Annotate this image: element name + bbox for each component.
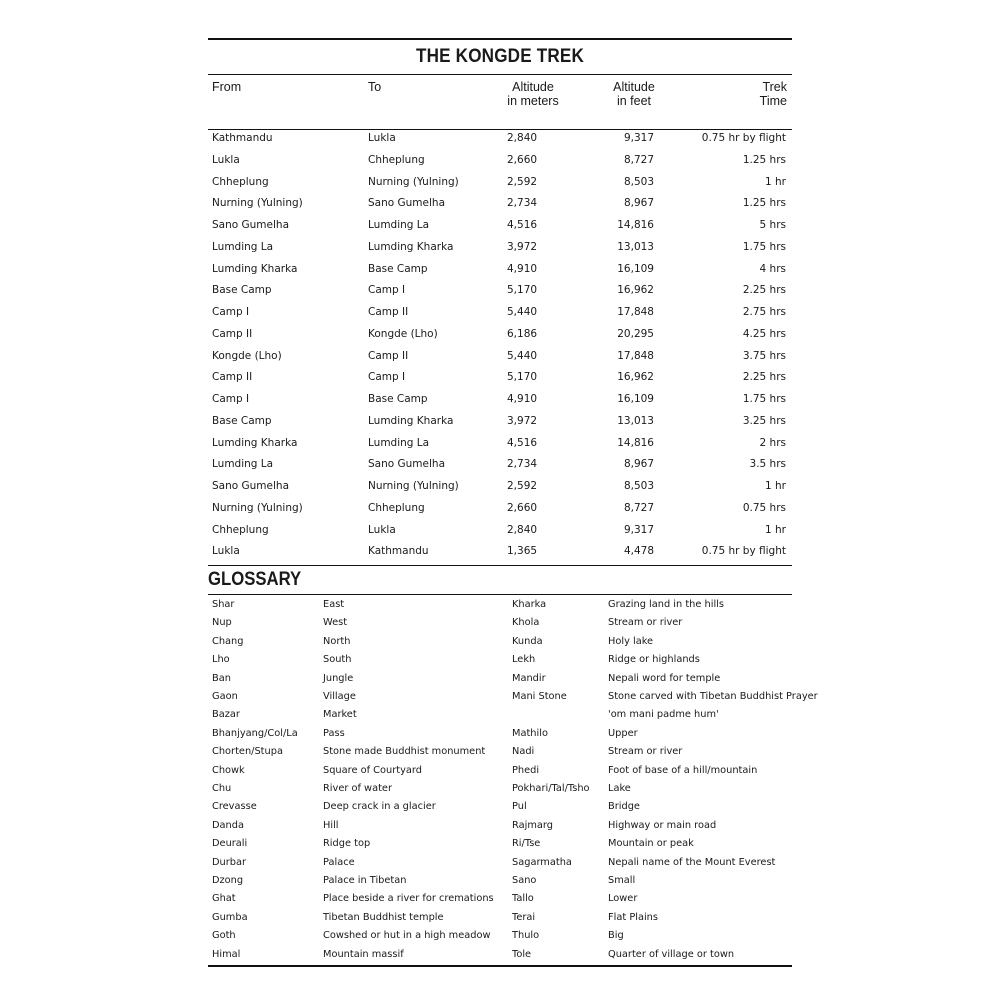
glossary-row [208,725,792,743]
glossary-definition: Ridge or highlands [608,654,700,666]
cell-altitude-feet: 16,962 [617,371,654,384]
cell-altitude-feet: 14,816 [617,219,654,231]
glossary-term: Nup [212,617,232,629]
glossary-definition: Mountain massif [323,948,404,960]
cell-altitude-meters: 2,734 [507,197,538,210]
glossary-definition: River of water [323,783,392,794]
header-trek-time [760,80,787,108]
cell-altitude-meters: 4,910 [507,262,538,275]
cell-to: Camp II [368,306,409,318]
glossary-term: Durbar [212,856,247,868]
glossary-row [208,633,792,651]
cell-from: Kongde (Lho) [212,349,282,362]
glossary-term: Dzong [212,875,244,886]
glossary-definition: Bridge [608,801,640,813]
cell-to: Kathmandu [368,545,429,558]
cell-from: Nurning (Yulning) [212,197,303,210]
glossary-term: Phedi [512,764,540,776]
cell-altitude-feet: 14,816 [617,436,654,449]
cell-trek-time: 0.75 hr by flight [701,545,786,558]
glossary-definition: Big [608,930,624,942]
glossary-definition: Quarter of village or town [608,948,735,960]
table-row [208,520,792,542]
cell-altitude-feet: 9,317 [623,132,654,144]
glossary-term: Kharka [512,599,547,610]
glossary-definition: Stream or river [608,746,683,758]
cell-trek-time: 2.75 hrs [742,306,786,318]
glossary-term: Bazar [212,709,240,721]
glossary-definition: Upper [608,727,638,739]
cell-from: Sano Gumelha [212,219,290,231]
cell-trek-time: 1 hr [765,523,786,536]
header-altitude-meters [498,80,568,108]
table-row [208,150,792,172]
cell-trek-time: 1.75 hrs [742,240,786,253]
table-row [208,367,792,389]
cell-altitude-meters: 2,840 [507,132,538,144]
glossary-term: Ban [212,672,231,684]
cell-to: Chheplung [368,501,425,514]
cell-from: Lukla [212,153,240,166]
header-altitude-feet-line1: Altitude [613,80,655,94]
cell-trek-time: 1 hr [765,480,786,492]
glossary-definition: Stream or river [608,617,683,629]
cell-altitude-feet: 8,727 [623,153,654,166]
table-row [208,324,792,346]
table-row [208,389,792,411]
cell-altitude-meters: 1,365 [507,545,538,558]
cell-altitude-feet: 17,848 [617,349,654,362]
glossary-definition: Hill [323,819,339,831]
cell-from: Chheplung [212,175,269,188]
header-altitude-meters-line1: Altitude [512,80,554,94]
glossary-definition: Lower [608,893,638,905]
glossary-term: Lho [212,654,230,666]
glossary-definition: East [323,599,345,610]
header-to: To [368,80,382,94]
glossary-term: Ri/Tse [512,838,541,850]
table-row [208,259,792,281]
glossary-row [208,743,792,761]
cell-trek-time: 3.25 hrs [742,414,786,427]
glossary-definition: Ridge top [323,838,371,850]
header-altitude-feet-line2: in feet [616,94,652,108]
glossary-term: Crevasse [212,801,257,813]
glossary-term: Ghat [212,893,236,905]
glossary-term: Gumba [212,911,248,923]
cell-from: Camp I [212,306,250,318]
cell-altitude-meters: 4,910 [507,393,538,405]
cell-altitude-feet: 16,109 [617,393,654,405]
glossary-term: Bhanjyang/Col/La [212,727,298,739]
cell-trek-time: 3.75 hrs [742,349,786,362]
glossary-row [208,872,792,890]
glossary-definition: Mountain or peak [608,838,694,850]
glossary-rule [208,594,792,595]
cell-to: Camp I [368,284,406,297]
table-row [208,476,792,498]
glossary-definition: Small [608,875,636,886]
glossary-term: Mani Stone [512,691,567,702]
cell-trek-time: 3.5 hrs [749,458,786,471]
cell-trek-time: 4.25 hrs [742,327,786,340]
cell-altitude-feet: 13,013 [617,240,654,253]
cell-from: Lumding La [212,240,274,253]
glossary-definition: Highway or main road [608,819,717,831]
glossary-term: Kunda [512,635,543,647]
glossary-definition: Foot of base of a hill/mountain [608,764,758,776]
glossary-definition: Tibetan Buddhist temple [323,911,444,923]
glossary-term: Chorten/Stupa [212,746,283,758]
glossary-term: Tole [512,948,532,960]
glossary-term: Chowk [212,764,245,776]
glossary-term: Pul [512,801,527,813]
cell-altitude-meters: 2,734 [507,458,538,471]
glossary-definition: 'om mani padme hum' [608,709,719,721]
cell-from: Lumding Kharka [212,262,298,275]
glossary-term: Deurali [212,838,248,850]
cell-to: Base Camp [368,262,428,275]
glossary-row [208,946,792,964]
glossary-definition: Nepali name of the Mount Everest [608,856,776,868]
glossary-term: Khola [512,617,540,629]
glossary-definition: Palace in Tibetan [323,875,407,886]
title-rule [208,74,792,75]
table-row [208,411,792,433]
cell-trek-time: 1 hr [765,175,786,188]
glossary-row [208,706,792,724]
cell-altitude-meters: 4,516 [507,219,538,231]
header-trek-time-line2: Time [759,94,787,108]
glossary-definition: Holy lake [608,635,654,647]
glossary-row [208,596,792,614]
cell-trek-time: 1.25 hrs [742,197,786,210]
cell-to: Base Camp [368,393,428,405]
glossary-term: Thulo [512,930,540,942]
cell-altitude-meters: 2,660 [507,501,538,514]
cell-trek-time: 1.75 hrs [742,393,786,405]
cell-from: Lumding La [212,458,274,471]
cell-altitude-meters: 2,592 [507,175,538,188]
cell-to: Lukla [368,132,396,144]
glossary-term: Terai [512,911,536,923]
cell-altitude-meters: 5,170 [507,371,538,384]
glossary-definition: Flat Plains [608,911,658,923]
cell-altitude-meters: 5,170 [507,284,538,297]
glossary-definition: Village [323,691,356,702]
glossary-definition: Stone made Buddhist monument [323,746,486,758]
cell-altitude-feet: 20,295 [617,327,654,340]
cell-from: Base Camp [212,284,272,297]
glossary-term: Chang [212,635,244,647]
cell-altitude-meters: 6,186 [507,327,538,340]
cell-altitude-meters: 3,972 [507,240,538,253]
header-altitude-feet [606,80,662,108]
glossary-row [208,762,792,780]
cell-to: Lukla [368,523,396,536]
cell-altitude-meters: 2,840 [507,523,538,536]
header-altitude-meters-line2: in meters [507,94,559,108]
glossary-row [208,890,792,908]
glossary-term: Himal [212,948,241,960]
cell-from: Nurning (Yulning) [212,501,303,514]
cell-from: Lumding Kharka [212,436,298,449]
header-from: From [212,80,242,94]
glossary-row [208,835,792,853]
cell-to: Lumding La [368,219,430,231]
table-row [208,215,792,237]
cell-altitude-meters: 5,440 [507,349,538,362]
cell-to: Lumding Kharka [368,240,454,253]
header-trek-time-line1: Trek [762,80,787,94]
glossary-row [208,780,792,798]
cell-altitude-feet: 8,503 [623,175,654,188]
cell-to: Camp II [368,349,409,362]
glossary-definition: Pass [323,727,345,739]
cell-altitude-feet: 9,317 [623,523,654,536]
cell-trek-time: 2 hrs [759,436,786,449]
glossary-definition: Nepali word for temple [608,672,721,684]
cell-from: Base Camp [212,414,272,427]
glossary-row [208,909,792,927]
glossary-definition: Jungle [323,672,354,684]
cell-altitude-feet: 8,503 [623,480,654,492]
glossary-row [208,614,792,632]
table-row [208,280,792,302]
glossary-definition: North [323,635,351,647]
table-row [208,541,792,563]
cell-altitude-meters: 3,972 [507,414,538,427]
glossary-row [208,651,792,669]
cell-altitude-feet: 8,967 [623,197,654,210]
cell-from: Camp II [212,371,253,384]
table-end-rule [208,565,792,566]
glossary-term: Gaon [212,691,238,702]
glossary-row [208,798,792,816]
cell-altitude-feet: 16,962 [617,284,654,297]
glossary-term: Danda [212,819,244,831]
cell-from: Lukla [212,545,240,558]
glossary-term: Shar [212,599,235,610]
glossary-term: Mandir [512,672,546,684]
table-row [208,172,792,194]
glossary-definition: Grazing land in the hills [608,599,725,610]
cell-trek-time: 2.25 hrs [742,284,786,297]
glossary-title: GLOSSARY [208,569,302,590]
page-title: THE KONGDE TREK [415,46,585,67]
bottom-rule [208,965,792,967]
cell-altitude-feet: 17,848 [617,306,654,318]
cell-from: Sano Gumelha [212,480,290,492]
glossary-term: Tallo [512,893,534,905]
glossary-term: Lekh [512,654,536,666]
glossary-definition: Stone carved with Tibetan Buddhist Prayer [608,691,818,702]
glossary-term: Rajmarg [512,819,553,831]
table-row [208,302,792,324]
glossary-term: Pokhari/Tal/Tsho [512,783,590,794]
glossary-term: Mathilo [512,727,548,739]
table-row [208,346,792,368]
cell-altitude-feet: 16,109 [617,262,654,275]
glossary-term: Sagarmatha [512,856,572,868]
cell-altitude-feet: 8,967 [623,458,654,471]
glossary-definition: West [323,617,348,629]
glossary-row [208,817,792,835]
cell-trek-time: 5 hrs [759,219,786,231]
cell-to: Lumding Kharka [368,414,454,427]
cell-to: Camp I [368,371,406,384]
glossary-definition: Palace [323,856,355,868]
cell-from: Chheplung [212,523,269,536]
glossary-term: Sano [512,875,537,886]
cell-altitude-meters: 5,440 [507,306,538,318]
table-row [208,433,792,455]
cell-altitude-meters: 2,660 [507,153,538,166]
cell-to: Sano Gumelha [368,197,446,210]
cell-to: Lumding La [368,436,430,449]
cell-altitude-meters: 4,516 [507,436,538,449]
glossary-row [208,854,792,872]
glossary-definition: Square of Courtyard [323,764,422,776]
cell-altitude-feet: 13,013 [617,414,654,427]
glossary-definition: South [323,654,352,666]
table-row [208,454,792,476]
cell-from: Camp I [212,393,250,405]
cell-to: Kongde (Lho) [368,327,438,340]
cell-to: Nurning (Yulning) [368,480,459,492]
glossary-row [208,927,792,945]
table-row [208,498,792,520]
cell-to: Sano Gumelha [368,458,446,471]
table-row [208,193,792,215]
glossary-definition: Lake [608,783,631,794]
cell-altitude-feet: 8,727 [623,501,654,514]
glossary-row [208,670,792,688]
cell-altitude-meters: 2,592 [507,480,538,492]
glossary-term: Chu [212,783,232,794]
cell-altitude-feet: 4,478 [623,545,654,558]
glossary-definition: Cowshed or hut in a high meadow [323,930,491,942]
table-row [208,237,792,259]
cell-to: Nurning (Yulning) [368,175,459,188]
cell-to: Chheplung [368,153,425,166]
glossary-term: Goth [212,930,236,942]
cell-from: Camp II [212,327,253,340]
glossary-definition: Deep crack in a glacier [323,801,436,813]
cell-trek-time: 0.75 hr by flight [701,132,786,144]
cell-from: Kathmandu [212,132,273,144]
glossary-definition: Place beside a river for cremations [323,893,494,905]
cell-trek-time: 1.25 hrs [742,153,786,166]
cell-trek-time: 2.25 hrs [742,371,786,384]
cell-trek-time: 0.75 hrs [742,501,786,514]
cell-trek-time: 4 hrs [759,262,786,275]
top-rule [208,38,792,40]
table-row [208,128,792,150]
glossary-definition: Market [323,709,357,721]
glossary-row [208,688,818,706]
glossary-term: Nadi [512,746,535,758]
